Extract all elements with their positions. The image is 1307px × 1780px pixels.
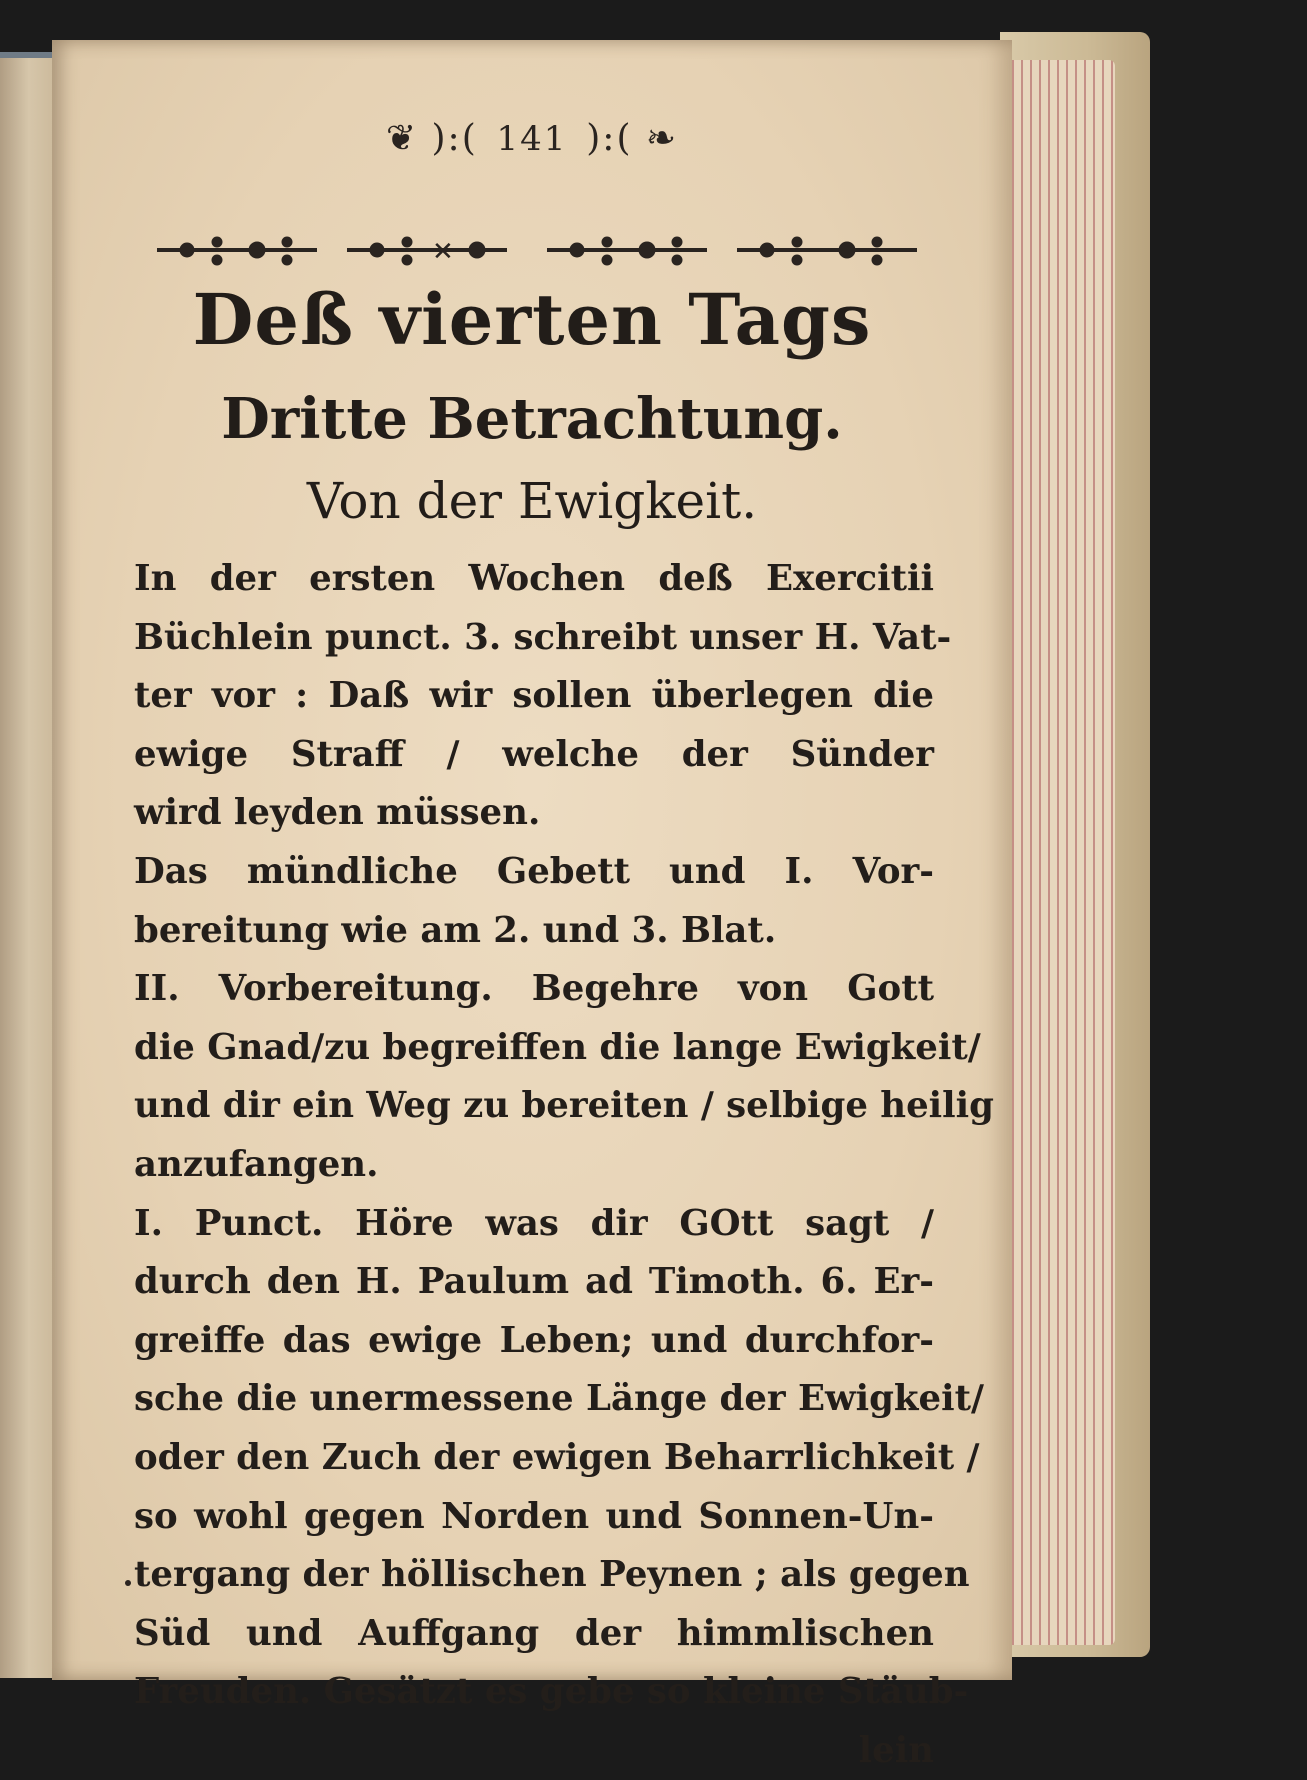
text-line: anzufangen. (134, 1143, 379, 1185)
header-ornament-right-icon: ):( ❧ (586, 118, 679, 159)
text-line: die Gnad/zu begreiffen die lange Ewigkeit/ (134, 1026, 981, 1068)
page-number: 141 (496, 119, 568, 159)
text-line: durch den H. Paulum ad Timoth. 6. Er- (134, 1261, 934, 1303)
header-ornament-left-icon: ❦ ):( (385, 118, 478, 159)
svg-text:✕: ✕ (432, 237, 454, 267)
text-line: tergang der höllischen Peynen ; als gegen (134, 1554, 970, 1596)
text-line: I. Punct. Höre was dir GOtt sagt / (134, 1202, 934, 1244)
left-page-edge (0, 58, 54, 1678)
catchword: lein (858, 1729, 934, 1771)
ornament-divider-icon (147, 230, 927, 270)
page-header (52, 118, 1012, 159)
text-line: Büchlein punct. 3. schreibt unser H. Vat- (134, 616, 952, 658)
text-line: so wohl gegen Norden und Sonnen-Un- (134, 1495, 934, 1537)
body-text (134, 550, 994, 1780)
text-line: ewige Straff / welche der Sünder (134, 733, 934, 775)
text-line: Das mündliche Gebett und I. Vor- (134, 850, 934, 892)
text-line: Süd und Auffgang der himmlischen (134, 1612, 934, 1654)
text-line: In der ersten Wochen deß Exercitii (134, 558, 934, 599)
ink-dot (125, 1580, 131, 1586)
book-page (52, 40, 1012, 1771)
text-line: II. Vorbereitung. Begehre von Gott (134, 968, 934, 1010)
text-line: und dir ein Weg zu bereiten / selbige heilig (134, 1085, 994, 1127)
chapter-subtitle: Dritte Betrachtung. (221, 386, 843, 452)
text-line: Freuden. Gesätzt es gebe so kleine Stäub- (134, 1671, 969, 1713)
text-line: ter vor : Daß wir sollen überlegen die (134, 675, 934, 717)
text-line: greiffe das ewige Leben; und durchfor- (134, 1319, 934, 1361)
text-line: sche die unermessene Länge der Ewigkeit/ (134, 1378, 984, 1420)
page-edges (1005, 60, 1115, 1645)
chapter-topic: Von der Ewigkeit. (306, 472, 758, 530)
chapter-title: Deß vierten Tags (192, 278, 872, 361)
text-line: bereitung wie am 2. und 3. Blat. (134, 909, 777, 951)
text-line: oder den Zuch der ewigen Beharrlichkeit / (134, 1436, 980, 1478)
text-line: wird leyden müssen. (134, 792, 541, 834)
